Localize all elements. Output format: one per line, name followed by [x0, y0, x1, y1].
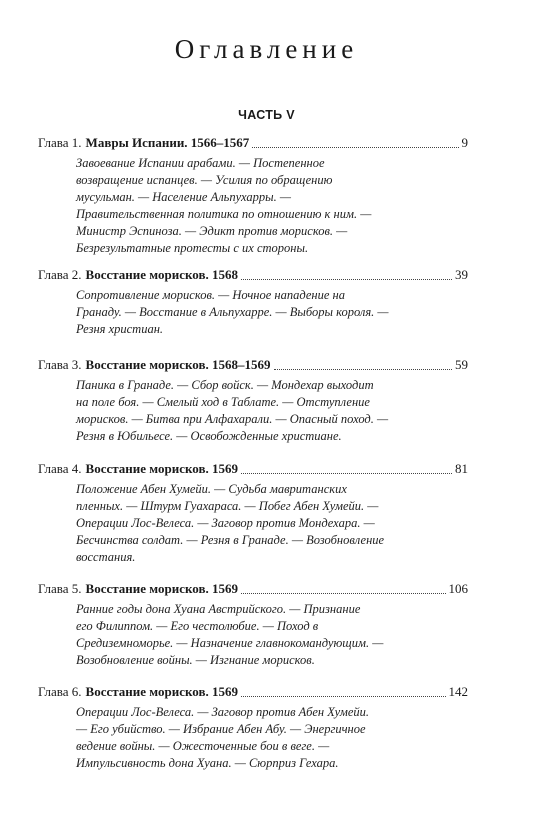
dot-leader: [241, 268, 452, 280]
summary-line: его Филиппом. — Его честолюбие. — Поход в: [76, 619, 319, 633]
summary-line: Средиземноморье. — Назначение главнокомандующим. —: [76, 636, 384, 650]
toc-entry: [38, 356, 468, 445]
part-heading: ЧАСТЬ V: [238, 108, 295, 122]
chapter-summary: [76, 287, 468, 338]
toc-entry: [38, 580, 468, 669]
summary-line: — Его убийство. — Избрание Абен Абу. — Энергичное: [76, 722, 366, 736]
chapter-summary: [76, 155, 468, 257]
dot-leader: [241, 462, 452, 474]
summary-line: Гранаду. — Восстание в Альпухарре. — Выборы короля. —: [76, 305, 389, 319]
toc-entry-heading: [38, 460, 468, 477]
toc-entry-heading: [38, 580, 468, 597]
chapter-summary: [76, 481, 468, 566]
toc-entry-heading: [38, 134, 468, 151]
chapter-summary: [76, 704, 468, 772]
summary-line: Завоевание Испании арабами. — Постепенное: [76, 156, 325, 170]
toc-entry-heading: [38, 266, 468, 283]
chapter-label: Глава 5.: [38, 581, 82, 596]
chapter-summary: [76, 377, 468, 445]
chapter-title: Восстание морисков. 1569: [85, 684, 238, 699]
chapter-title: Восстание морисков. 1568: [85, 267, 238, 282]
page-title: Оглавление: [174, 34, 359, 64]
summary-line: Правительственная политика по отношению к ним. —: [76, 207, 372, 221]
dot-leader: [241, 685, 446, 697]
page-number: 81: [455, 461, 468, 476]
toc-entry: [38, 134, 468, 257]
summary-line: восстания.: [76, 550, 136, 564]
chapter-label: Глава 3.: [38, 357, 82, 372]
chapter-summary: [76, 601, 468, 669]
chapter-label: Глава 2.: [38, 267, 82, 282]
summary-line: Импульсивность дона Хуана. — Сюрприз Гехара.: [76, 756, 339, 770]
page-number: 39: [455, 267, 468, 282]
chapter-label: Глава 1.: [38, 135, 82, 150]
summary-line: Резня христиан.: [76, 322, 164, 336]
toc-entry-heading: [38, 356, 468, 373]
summary-line: Возобновление войны. — Изгнание морисков.: [76, 653, 315, 667]
chapter-title: Мавры Испании. 1566–1567: [85, 135, 250, 150]
dot-leader: [274, 358, 453, 370]
chapter-title: Восстание морисков. 1569: [85, 581, 238, 596]
dot-leader: [252, 136, 458, 148]
page-number: 59: [455, 357, 468, 372]
summary-line: Бесчинства солдат. — Резня в Гранаде. — Возобновление: [76, 533, 385, 547]
summary-line: Министр Эспиноза. — Эдикт против морисков. —: [76, 224, 348, 238]
toc-entry: [38, 266, 468, 338]
page-number: 9: [461, 135, 468, 150]
summary-line: возвращение испанцев. — Усилия по обращению: [76, 173, 333, 187]
summary-line: Безрезультатные протесты с их стороны.: [76, 241, 309, 255]
summary-line: мусульман. — Население Альпухарры. —: [76, 190, 291, 204]
chapter-title: Восстание морисков. 1568–1569: [85, 357, 271, 372]
summary-line: Операции Лос-Велеса. — Заговор против Мондехара. —: [76, 516, 375, 530]
summary-line: пленных. — Штурм Гуахараса. — Побег Абен Хумейи. —: [76, 499, 379, 513]
toc-entry: [38, 460, 468, 566]
dot-leader: [241, 582, 446, 594]
summary-line: Ранние годы дона Хуана Австрийского. — Признание: [76, 602, 361, 616]
summary-line: на поле боя. — Смелый ход в Таблате. — Отступление: [76, 395, 370, 409]
summary-line: Операции Лос-Велеса. — Заговор против Абен Хумейи.: [76, 705, 370, 719]
chapter-label: Глава 6.: [38, 684, 82, 699]
summary-line: ведение войны. — Ожесточенные бои в веге. —: [76, 739, 330, 753]
page-number: 106: [448, 581, 468, 596]
summary-line: Положение Абен Хумейи. — Судьба мавританских: [76, 482, 347, 496]
summary-line: Сопротивление морисков. — Ночное нападение на: [76, 288, 345, 302]
chapter-title: Восстание морисков. 1569: [85, 461, 238, 476]
toc-entry: [38, 683, 468, 772]
summary-line: морисков. — Битва при Алфахарали. — Опасный поход. —: [76, 412, 389, 426]
chapter-label: Глава 4.: [38, 461, 82, 476]
summary-line: Резня в Юбильесе. — Освобожденные христиане.: [76, 429, 342, 443]
toc-entry-heading: [38, 683, 468, 700]
summary-line: Паника в Гранаде. — Сбор войск. — Мондехар выходит: [76, 378, 374, 392]
page-number: 142: [448, 684, 468, 699]
